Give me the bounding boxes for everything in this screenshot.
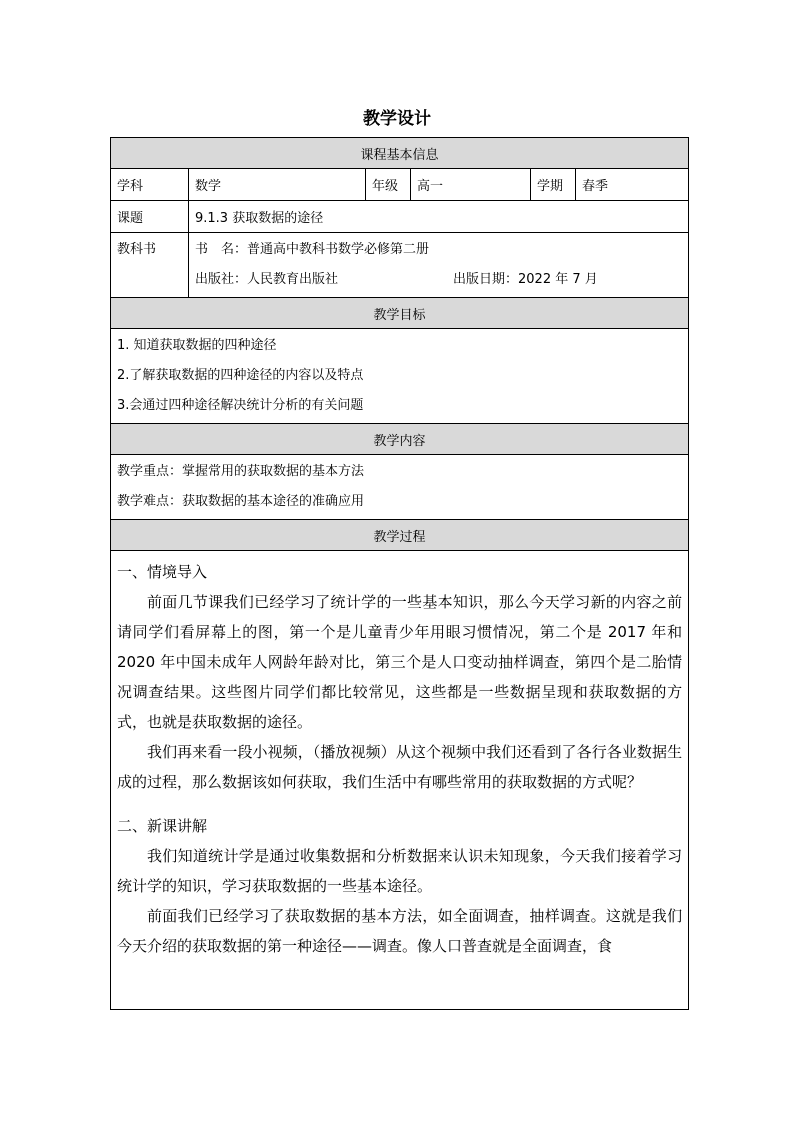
key-point: 教学重点：掌握常用的获取数据的基本方法 — [117, 464, 365, 479]
goal-item: 2.了解获取数据的四种途径的内容以及特点 — [117, 368, 364, 383]
section-title: 教学过程 — [111, 520, 689, 551]
subject-value: 数学 — [189, 169, 366, 201]
textbook-details — [189, 233, 689, 298]
process-paragraph: 我们知道统计学是通过收集数据和分析数据来认识未知现象，今天我们接着学习统计学的知识，学习获取数据的一些基本途径。 — [117, 847, 683, 895]
grade-label: 年级 — [366, 169, 411, 201]
term-value: 春季 — [576, 169, 689, 201]
process-paragraph: 前面我们已经学习了获取数据的基本方法，如全面调查，抽样调查。这就是我们今天介绍的获取数据的第一种途径——调查。像人口普查就是全面调查，食 — [117, 907, 683, 955]
process-heading-new-lesson: 二、新课讲解 — [117, 817, 208, 835]
publish-date: 出版日期：2022 年 7 月 — [453, 272, 598, 287]
process-heading-intro: 一、情境导入 — [117, 563, 208, 581]
info-row-subject — [111, 169, 689, 201]
goals-row — [111, 329, 689, 424]
textbook-label: 教科书 — [111, 233, 189, 298]
goal-item: 1. 知道获取数据的四种途径 — [117, 338, 277, 353]
section-title: 教学目标 — [111, 298, 689, 329]
goal-item: 3.会通过四种途径解决统计分析的有关问题 — [117, 398, 364, 413]
section-title: 教学内容 — [111, 424, 689, 455]
page-title: 教学设计 — [363, 109, 431, 129]
section-header-goals — [111, 298, 689, 329]
book-name: 书 名：普通高中教科书数学必修第二册 — [195, 242, 430, 257]
goals-list — [111, 329, 689, 424]
section-title: 课程基本信息 — [111, 138, 689, 169]
info-row-textbook — [111, 233, 689, 298]
process-paragraph: 前面几节课我们已经学习了统计学的一些基本知识，那么今天学习新的内容之前请同学们看屏幕上的图，第一个是儿童青少年用眼习惯情况，第二个是 2017 年和 2020 年中国未成年人网龄年龄对比，第三个是人口变动抽样调查，第四个是二胎情况调查结果。这些图片同学们都比较常见，这些都是一些数据呈现和获取数据的方式，也就是获取数据的途径。 — [117, 593, 683, 731]
topic-value: 9.1.3 获取数据的途径 — [189, 201, 689, 233]
process-body — [111, 551, 689, 1010]
info-row-topic — [111, 201, 689, 233]
publisher: 出版社：人民教育出版社 — [195, 272, 339, 287]
section-header-content — [111, 424, 689, 455]
process-paragraph: 我们再来看一段小视频，（播放视频）从这个视频中我们还看到了各行各业数据生成的过程，那么数据该如何获取，我们生活中有哪些常用的获取数据的方式呢？ — [117, 743, 683, 791]
topic-label: 课题 — [111, 201, 189, 233]
content-row — [111, 455, 689, 520]
grade-value: 高一 — [411, 169, 531, 201]
subject-label: 学科 — [111, 169, 189, 201]
section-header-process — [111, 520, 689, 551]
lesson-plan-table — [110, 137, 689, 1010]
difficult-point: 教学难点：获取数据的基本途径的准确应用 — [117, 494, 365, 509]
publisher-line — [195, 265, 682, 295]
section-header-basic-info — [111, 138, 689, 169]
term-label: 学期 — [531, 169, 576, 201]
process-row — [111, 551, 689, 1010]
content-list — [111, 455, 689, 520]
